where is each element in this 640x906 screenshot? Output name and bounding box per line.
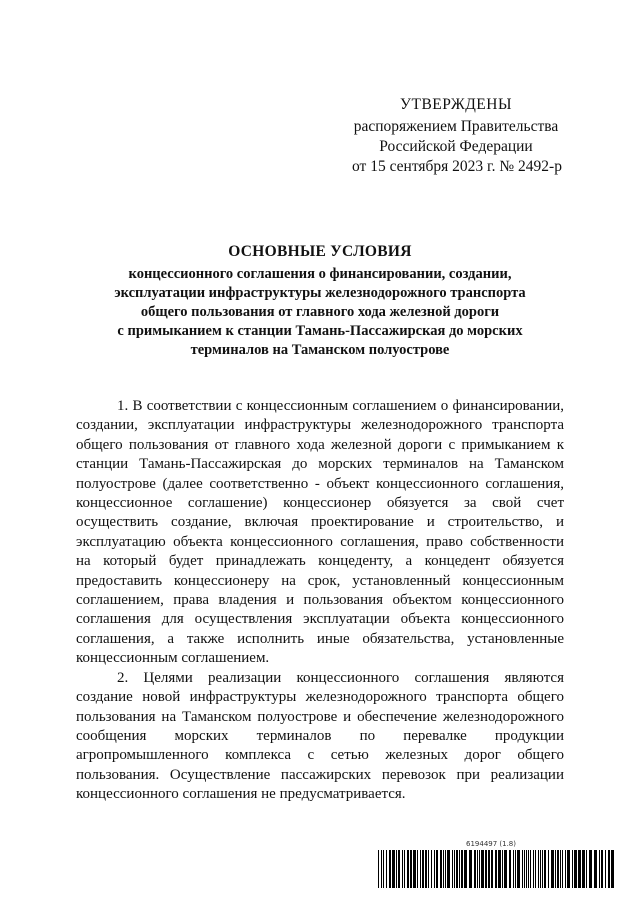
subtitle-line: концессионного соглашения о финансировании, создании, [128,266,512,282]
paragraph-2: 2. Целями реализации концессионного соглашения являются создание новой инфраструктуры железнодорожного транспорта общего пользования на Таманском полуострове и обеспечение железнодорожного сообщения морских терминалов по перевалке продукции агропромышленного комплекса с сетью железных дорог общего пользования. Осуществление пассажирских перевозок при реализации концессионного соглашения не предусматривается. [76,669,564,803]
barcode-block [376,840,616,890]
barcode-icon [376,850,616,890]
subtitle-line: с примыканием к станции Тамань-Пассажирская до морских [117,323,523,339]
approval-line-1: распоряжением Правительства [353,118,559,135]
barcode-id-text: 6194497 (1.8) [466,840,516,848]
approval-line-2: Российской Федерации [379,138,533,155]
document-title: ОСНОВНЫЕ УСЛОВИЯ [228,243,412,260]
subtitle-line: эксплуатации инфраструктуры железнодорожного транспорта [114,285,526,301]
document-subtitle [60,265,580,360]
approval-heading: УТВЕРЖДЕНЫ [400,96,512,113]
subtitle-line: терминалов на Таманском полуострове [190,342,450,358]
approval-block [352,95,560,177]
approval-date-line: от 15 сентября 2023 г. № 2492-р [352,158,562,175]
paragraph-1: 1. В соответствии с концессионным соглашением о финансировании, создании, эксплуатации инфраструктуры железнодорожного транспорта общего пользования от главного хода железной дороги с примыканием к станции Тамань-Пассажирская до морских терминалов на Таманском полуострове (далее соответственно - объект концессионного соглашения, концессионное соглашение) концессионер обязуется за свой счет осуществить создание, включая проектирование и строительство, и эксплуатацию объекта концессионного соглашения, право собственности на который будет принадлежать концеденту, а концедент обязуется предоставить концессионеру на срок, установленный концессионным соглашением, права владения и пользования объектом концессионного соглашения для осуществления эксплуатации объекта концессионного соглашения, а также исполнить иные обязательства, установленные концессионным соглашением. [76,398,564,667]
subtitle-line: общего пользования от главного хода железной дороги [140,304,500,320]
document-body [76,397,564,805]
